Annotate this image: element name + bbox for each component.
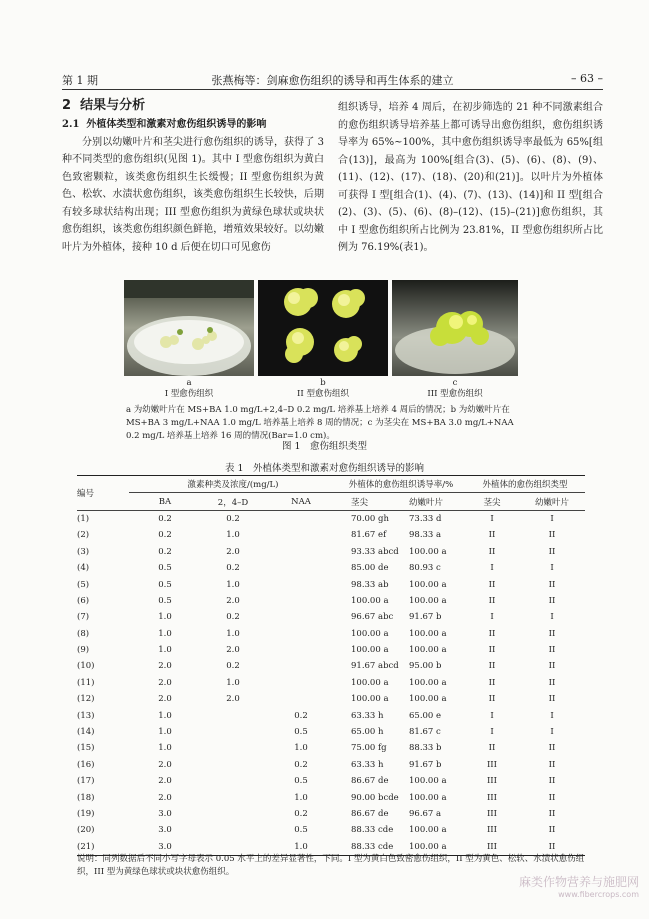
table-row	[77, 773, 585, 789]
table-cell: 0.2	[226, 661, 240, 672]
table-cell: III	[486, 792, 498, 803]
table-cell	[201, 707, 265, 723]
table-cell: 2.0	[158, 792, 172, 803]
photo-a-caption: a I 型愈伤组织	[164, 378, 214, 399]
table-cell	[265, 675, 337, 691]
table-cell: III	[486, 841, 498, 852]
table-cell: II	[548, 628, 556, 639]
table-cell: (16)	[77, 759, 95, 770]
table-cell: I	[490, 513, 494, 524]
table-cell: (7)	[77, 612, 90, 623]
table-cell: (4)	[77, 563, 90, 574]
table-cell: 1.0	[294, 743, 308, 754]
col-stem-rate: 茎尖	[351, 497, 369, 508]
table-cell: I	[490, 563, 494, 574]
table-cell: 0.2	[158, 513, 172, 524]
col-number: 编号	[77, 488, 95, 499]
table-cell: 2.0	[158, 759, 172, 770]
table-cell: 2.0	[158, 776, 172, 787]
table-cell: 100.00 a	[351, 645, 389, 656]
table-cell: III	[486, 809, 498, 819]
table-cell: 95.00 b	[409, 661, 442, 672]
issue-label: 第 1 期	[62, 74, 98, 87]
table-cell: 0.2	[158, 546, 172, 557]
table-cell: 70.00 gh	[351, 513, 389, 524]
table-cell: 100.00 a	[409, 677, 447, 688]
table-cell: 81.67 c	[409, 727, 441, 738]
table-cell: (19)	[77, 809, 95, 819]
section-heading: 2 结果与分析	[62, 98, 146, 113]
table-cell: I	[490, 710, 494, 721]
table-cell: 0.2	[294, 809, 308, 819]
page-number: – 63 –	[571, 72, 603, 85]
table-cell	[265, 544, 337, 560]
table-cell: I	[490, 612, 494, 623]
table-row	[77, 576, 585, 592]
table-cell: 100.00 a	[351, 677, 389, 688]
table-cell: 0.5	[294, 727, 308, 738]
table-row	[77, 593, 585, 609]
table-row	[77, 544, 585, 560]
figure-caption: 图 1 愈伤组织类型	[281, 441, 368, 452]
table-cell: 73.33 d	[409, 513, 442, 524]
table-cell: 88.33 cde	[351, 841, 394, 852]
table-cell: 0.2	[226, 513, 240, 524]
table-cell: 100.00 a	[409, 579, 447, 590]
table-cell: 1.0	[158, 628, 172, 639]
table-cell: II	[488, 645, 496, 656]
table-cell: 88.33 b	[409, 743, 442, 754]
table-cell	[201, 806, 265, 822]
table-cell: 0.2	[294, 710, 308, 721]
table-cell: 96.67 a	[409, 809, 442, 819]
table-cell: I	[550, 710, 554, 721]
table-cell: 1.0	[226, 530, 240, 541]
photo-c-caption: c III 型愈伤组织	[427, 378, 483, 399]
running-title: 张燕梅等：剑麻愈伤组织的诱导和再生体系的建立	[211, 74, 454, 87]
table-row	[77, 510, 585, 527]
table-cell	[265, 560, 337, 576]
table-cell: 0.5	[158, 563, 172, 574]
table-cell: (12)	[77, 694, 95, 705]
table-cell: 0.5	[294, 776, 308, 787]
table-cell: II	[548, 530, 556, 541]
table-cell: 1.0	[294, 792, 308, 803]
table-cell	[201, 724, 265, 740]
table-cell: (6)	[77, 595, 90, 606]
table-cell: II	[488, 743, 496, 754]
photo-b-caption: b II 型愈伤组织	[297, 378, 349, 399]
table-cell: (9)	[77, 645, 90, 656]
table-cell: 3.0	[158, 809, 172, 819]
table-cell: (8)	[77, 628, 90, 639]
table-cell: III	[486, 825, 498, 836]
table-cell	[201, 757, 265, 773]
table-cell: II	[488, 579, 496, 590]
table-row	[77, 822, 585, 838]
header-rule	[62, 89, 603, 90]
table-row	[77, 527, 585, 543]
running-header	[62, 72, 603, 88]
table-cell: (15)	[77, 743, 95, 754]
table-cell: 0.2	[158, 530, 172, 541]
table-cell: 2.0	[158, 661, 172, 672]
col-naa: NAA	[291, 496, 311, 507]
table-cell: II	[548, 677, 556, 688]
table-cell: 1.0	[226, 628, 240, 639]
table-cell	[265, 609, 337, 625]
table-cell: 100.00 a	[409, 776, 447, 787]
table-cell: 98.33 ab	[351, 579, 389, 590]
table-cell: 80.93 c	[409, 563, 441, 574]
table-row	[77, 658, 585, 674]
table-row	[77, 691, 585, 707]
table-cell: II	[548, 792, 556, 803]
table-cell: II	[488, 530, 496, 541]
table-cell: (11)	[77, 677, 95, 688]
table-cell: II	[488, 661, 496, 672]
table-cell: II	[488, 694, 496, 705]
table-cell: (21)	[77, 841, 95, 852]
table-title: 表 1 外植体类型和激素对愈伤组织诱导的影响	[224, 463, 425, 474]
table-cell: 1.0	[158, 612, 172, 623]
table-row	[77, 642, 585, 658]
table-cell: 85.00 de	[351, 563, 389, 574]
table-cell: (1)	[77, 513, 90, 524]
col-stem-type: 茎尖	[483, 497, 501, 508]
table-cell: 0.5	[158, 595, 172, 606]
table-row	[77, 707, 585, 723]
table-cell: (18)	[77, 792, 95, 803]
table-cell: 81.67 ef	[351, 530, 387, 541]
table-cell: 65.00 h	[351, 727, 384, 738]
table-cell: 1.0	[226, 579, 240, 590]
table-row	[77, 626, 585, 642]
table-cell: 2.0	[226, 694, 240, 705]
table-cell: I	[550, 612, 554, 623]
table-cell: 100.00 a	[409, 645, 447, 656]
table-row	[77, 789, 585, 805]
table-row	[77, 675, 585, 691]
table-cell: 63.33 h	[351, 759, 384, 770]
table-cell	[265, 576, 337, 592]
table-cell: 100.00 a	[409, 628, 447, 639]
table-cell: 1.0	[226, 677, 240, 688]
table-row	[77, 560, 585, 576]
table-cell: II	[548, 661, 556, 672]
table-cell: II	[488, 595, 496, 606]
table-cell: 3.0	[158, 841, 172, 852]
right-column	[338, 99, 603, 257]
table-row	[77, 740, 585, 756]
table-note: 说明：同列数据后不同小写字母表示 0.05 水平上的差异显著性，下同。I 型为黄白色致密愈伤组织，II 型为黄色、松软、水渍状愈伤组织，III 型为黄绿色球状或块状愈伤组织。	[77, 854, 585, 877]
col-leaf-rate: 幼嫩叶片	[409, 497, 444, 508]
table-cell: 65.00 e	[409, 710, 442, 721]
table-cell: (3)	[77, 546, 90, 557]
table-cell: II	[548, 579, 556, 590]
table-cell: 75.00 fg	[351, 743, 387, 754]
table-cell: (2)	[77, 530, 90, 541]
table-cell: 100.00 a	[409, 595, 447, 606]
table-cell	[265, 642, 337, 658]
table-cell: 93.33 abcd	[351, 546, 399, 557]
table-cell: III	[486, 776, 498, 787]
table-body	[77, 510, 585, 855]
photo-a-type1-callus	[124, 280, 254, 376]
table-cell	[201, 773, 265, 789]
table-row	[77, 609, 585, 625]
col-type-group: 外植体的愈伤组织类型	[465, 476, 585, 493]
table-cell: II	[548, 743, 556, 754]
table-cell: 96.67 abc	[351, 612, 394, 623]
table-cell: 100.00 a	[409, 546, 447, 557]
table-cell: 86.67 de	[351, 809, 389, 819]
left-column	[62, 96, 324, 256]
table-cell: II	[548, 546, 556, 557]
table-cell	[265, 527, 337, 543]
photo-b-type2-callus	[258, 280, 388, 376]
table-cell: (14)	[77, 727, 95, 738]
table-cell	[201, 740, 265, 756]
table-cell: II	[488, 628, 496, 639]
table-cell: (10)	[77, 661, 95, 672]
table-cell	[201, 789, 265, 805]
table-cell: 86.67 de	[351, 776, 389, 787]
col-hormone-group: 激素种类及浓度/(mg/L)	[129, 476, 337, 493]
table-cell: II	[548, 841, 556, 852]
table-cell: I	[550, 727, 554, 738]
right-body-text: 组织诱导，培养 4 周后，在初步筛选的 21 种不同激素组合的愈伤组织诱导培养基上都可诱导出愈伤组织，愈伤组织诱导率为 65%~100%，其中愈伤组织诱导率最低为 65%[组合(13)]，最高为 100%[组合(3)、(5)、(6)、(8)、(9)、(11)、(12)、(17)、(18)、(20)和(21)]。以叶片为外植体可获得 I 型[组合(1)、(4)、(7)、(13)、(14)]和 II 型[组合(2)、(3)、(5)、(6)、(8)–(12)、(15)–(21)]愈伤组织，其中 I 型愈伤组织所占比例为 23.81%，II 型愈伤组织所占比例为 76.19%(表1)。	[338, 102, 603, 253]
table-cell: 0.2	[294, 759, 308, 770]
table-cell: II	[548, 759, 556, 770]
table-cell: II	[488, 546, 496, 557]
table-cell	[265, 626, 337, 642]
results-table	[77, 475, 585, 856]
table-cell: II	[548, 694, 556, 705]
table-cell: 2.0	[226, 645, 240, 656]
table-cell: I	[550, 563, 554, 574]
table-cell: 91.67 abcd	[351, 661, 399, 672]
table-cell: II	[488, 677, 496, 688]
table-cell	[201, 822, 265, 838]
table-row	[77, 757, 585, 773]
left-body-text: 分别以幼嫩叶片和茎尖进行愈伤组织的诱导，获得了 3 种不同类型的愈伤组织(见图 1)。其中 I 型愈伤组织为黄白色致密颗粒，该类愈伤组织生长缓慢；II 型愈伤组织为黄色、松软、水渍状愈伤组织，该类愈伤组织生长较快，后期有较多球状结构出现；III 型愈伤组织为黄绿色球状或块状愈伤组织，该类愈伤组织颜色鲜艳，增殖效果较好。以幼嫩叶片为外植体，接种 10 d 后便在切口可见愈伤	[62, 136, 324, 253]
table-cell: 2.0	[158, 694, 172, 705]
table-cell: (17)	[77, 776, 95, 787]
table-cell	[265, 658, 337, 674]
col-24d: 2，4–D	[217, 497, 249, 508]
table-cell: 2.0	[158, 677, 172, 688]
col-leaf-type: 幼嫩叶片	[534, 497, 569, 508]
table-row	[77, 724, 585, 740]
table-cell: 1.0	[158, 710, 172, 721]
table-cell: 91.67 b	[409, 612, 442, 623]
table-cell: (20)	[77, 825, 95, 836]
table-cell: (13)	[77, 710, 95, 721]
table-cell: 90.00 bcde	[351, 792, 399, 803]
table-cell: 1.0	[158, 645, 172, 656]
table-cell: III	[486, 759, 498, 770]
table-cell: 2.0	[226, 546, 240, 557]
table-cell: 100.00 a	[351, 595, 389, 606]
table-cell: 91.67 b	[409, 759, 442, 770]
table-cell: 0.5	[158, 579, 172, 590]
table-cell: 1.0	[294, 841, 308, 852]
table-cell: 1.0	[158, 727, 172, 738]
table-cell: 100.00 a	[409, 694, 447, 705]
table-cell	[265, 691, 337, 707]
table-cell: 98.33 a	[409, 530, 442, 541]
subsection-heading: 2.1 外植体类型和激素对愈伤组织诱导的影响	[62, 119, 267, 130]
table-cell: 100.00 a	[409, 841, 447, 852]
table-cell: II	[548, 595, 556, 606]
table-cell: I	[490, 727, 494, 738]
table-cell: 0.2	[226, 563, 240, 574]
table-cell: 3.0	[158, 825, 172, 836]
table-cell: 100.00 a	[409, 825, 447, 836]
table-cell: II	[548, 809, 556, 819]
table-cell: 0.2	[226, 612, 240, 623]
table-cell	[265, 593, 337, 609]
col-ba: BA	[158, 496, 172, 507]
table-cell: 100.00 a	[409, 792, 447, 803]
table-cell: 0.5	[294, 825, 308, 836]
table-cell: I	[550, 513, 554, 524]
figure-note: a 为幼嫩叶片在 MS+BA 1.0 mg/L+2,4–D 0.2 mg/L 培养基上培养 4 周后的情况；b 为幼嫩叶片在 MS+BA 3 mg/L+NAA 1.0 mg/L 培养基上培养 8 周的情况；c 为茎尖在 MS+BA 3.0 mg/L+NAA 0.2 mg/L 培养基上培养 16 周的情况(Bar=1.0 cm)。	[126, 405, 514, 441]
photo-c-type3-callus	[392, 280, 518, 376]
table-cell: 2.0	[226, 595, 240, 606]
table-cell: 100.00 a	[351, 628, 389, 639]
table-cell: (5)	[77, 579, 90, 590]
table-cell: 88.33 cde	[351, 825, 394, 836]
table-row	[77, 806, 585, 822]
table-cell	[265, 510, 337, 527]
table-cell: 100.00 a	[351, 694, 389, 705]
table-cell: II	[548, 825, 556, 836]
watermark: 麻类作物营养与施肥网 www.fibercrops.com	[518, 875, 639, 899]
table-cell: II	[548, 645, 556, 656]
table-cell: II	[548, 776, 556, 787]
col-rate-group: 外植体的愈伤组织诱导率/%	[337, 476, 465, 493]
table-cell: 1.0	[158, 743, 172, 754]
table-cell: 63.33 h	[351, 710, 384, 721]
